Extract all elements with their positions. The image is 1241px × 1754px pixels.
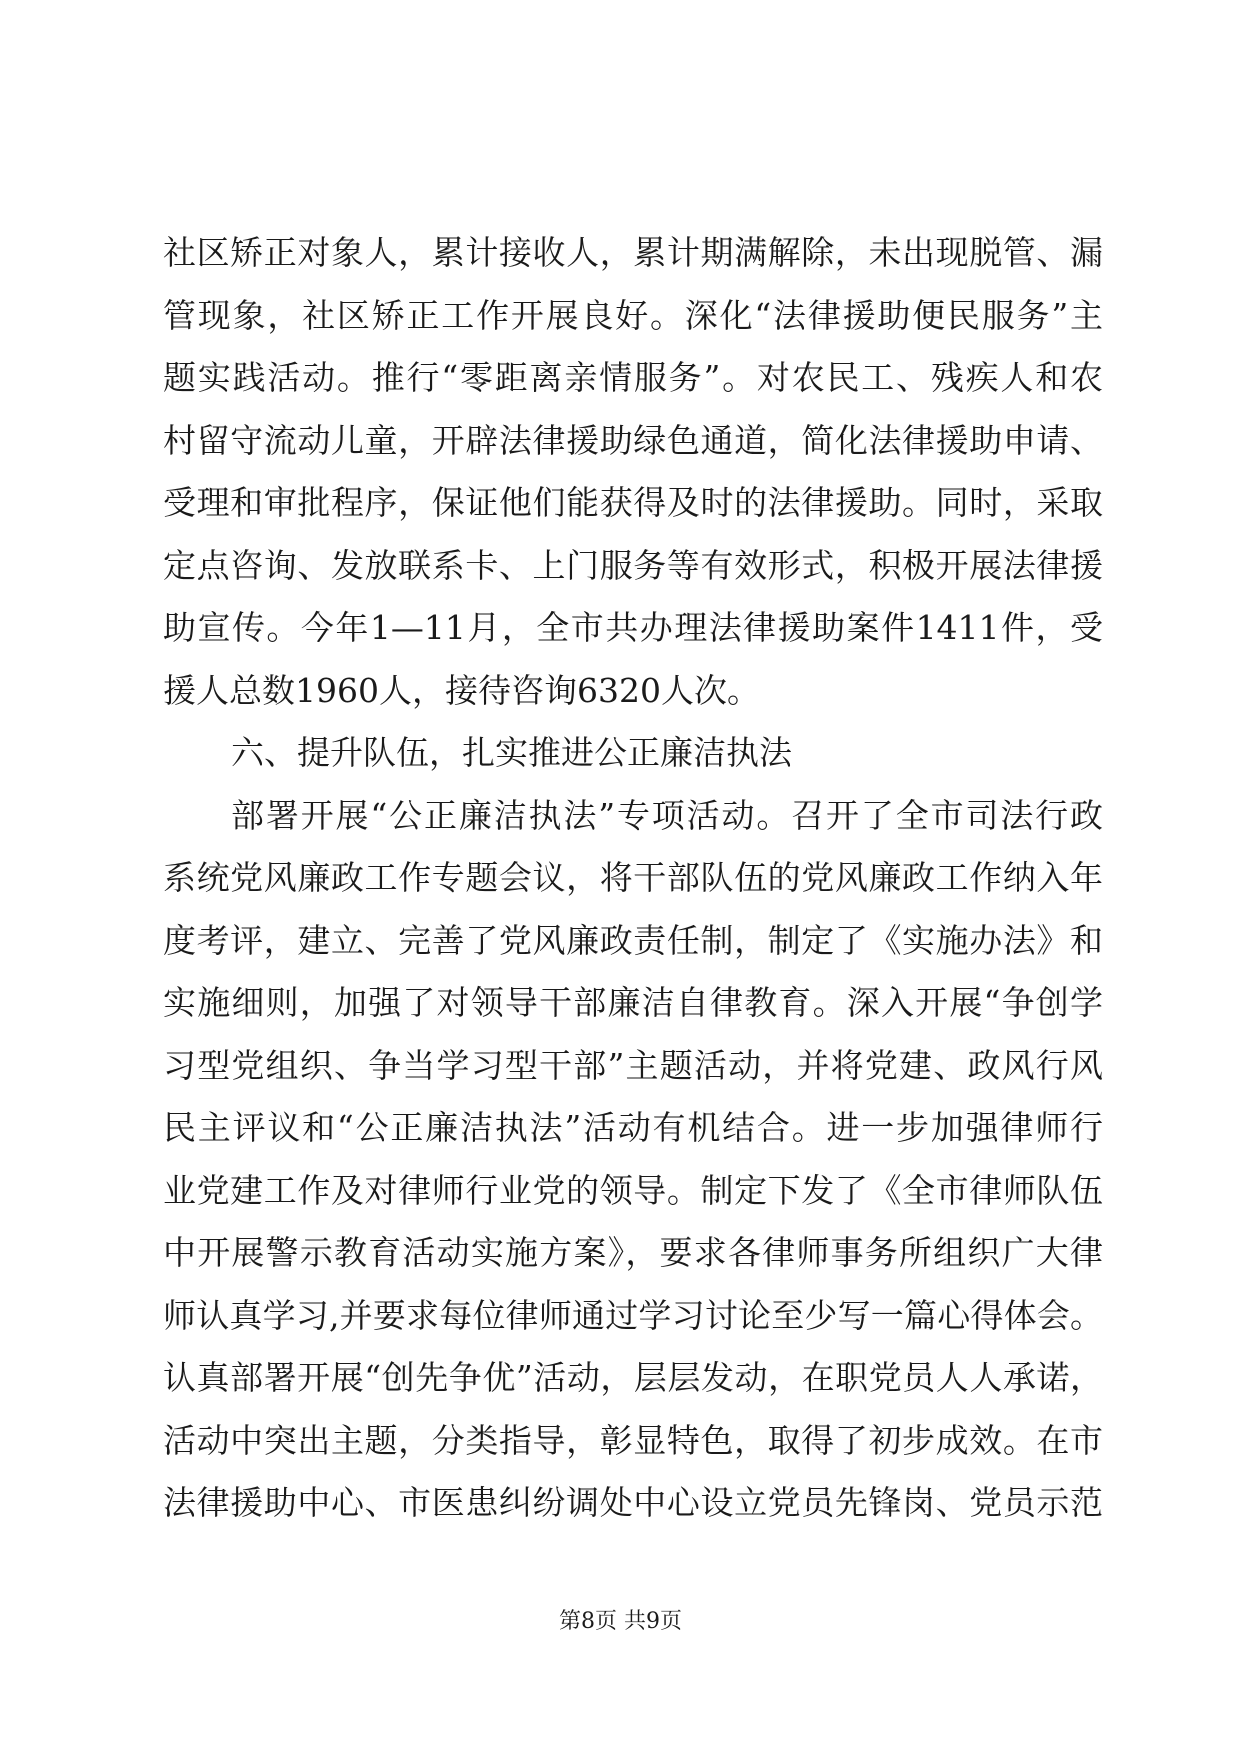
text-line: 村留守流动儿童，开辟法律援助绿色通道，简化法律援助申请、 bbox=[163, 420, 1103, 460]
text-line: 业党建工作及对律师行业党的领导。制定下发了《全市律师队伍 bbox=[163, 1170, 1103, 1210]
text-line: 中开展警示教育活动实施方案》，要求各律师事务所组织广大律 bbox=[163, 1233, 1103, 1272]
text-line: 活动中突出主题，分类指导，彰显特色，取得了初步成效。在市 bbox=[163, 1420, 1103, 1460]
text-line: 实施细则，加强了对领导干部廉洁自律教育。深入开展“争创学 bbox=[163, 983, 1103, 1022]
text-line: 社区矫正对象人，累计接收人，累计期满解除，未出现脱管、漏 bbox=[163, 233, 1103, 272]
text-line: 助宣传。今年1—11月，全市共办理法律援助案件1411件，受 bbox=[163, 608, 1103, 647]
text-line: 习型党组织、争当学习型干部”主题活动，并将党建、政风行风 bbox=[163, 1045, 1103, 1085]
text-line: 管现象，社区矫正工作开展良好。深化“法律援助便民服务”主 bbox=[163, 295, 1103, 335]
section-heading: 六、提升队伍，扎实推进公正廉洁执法 bbox=[231, 733, 792, 772]
text-line: 受理和审批程序，保证他们能获得及时的法律援助。同时，采取 bbox=[163, 483, 1103, 522]
text-line: 部署开展“公正廉洁执法”专项活动。召开了全市司法行政 bbox=[231, 795, 1103, 835]
text-line: 法律援助中心、市医患纠纷调处中心设立党员先锋岗、党员示范 bbox=[163, 1483, 1103, 1522]
paragraph-legal-aid bbox=[163, 222, 1103, 722]
page-number-footer: 第8页 共9页 bbox=[559, 1609, 682, 1634]
text-line: 师认真学习,并要求每位律师通过学习讨论至少写一篇心得体会。 bbox=[163, 1295, 1103, 1335]
text-line: 系统党风廉政工作专题会议，将干部队伍的党风廉政工作纳入年 bbox=[163, 858, 1103, 897]
text-line: 题实践活动。推行“零距离亲情服务”。对农民工、残疾人和农 bbox=[163, 358, 1103, 397]
text-line: 认真部署开展“创先争优”活动，层层发动，在职党员人人承诺， bbox=[163, 1358, 1103, 1397]
document-body bbox=[163, 222, 1103, 1535]
text-line: 度考评，建立、完善了党风廉政责任制，制定了《实施办法》和 bbox=[163, 920, 1103, 960]
paragraph-integrity bbox=[163, 785, 1103, 1535]
text-line: 定点咨询、发放联系卡、上门服务等有效形式，积极开展法律援 bbox=[163, 545, 1103, 585]
text-line: 援人总数1960人，接待咨询6320人次。 bbox=[163, 670, 760, 710]
text-line: 民主评议和“公正廉洁执法”活动有机结合。进一步加强律师行 bbox=[163, 1108, 1103, 1147]
